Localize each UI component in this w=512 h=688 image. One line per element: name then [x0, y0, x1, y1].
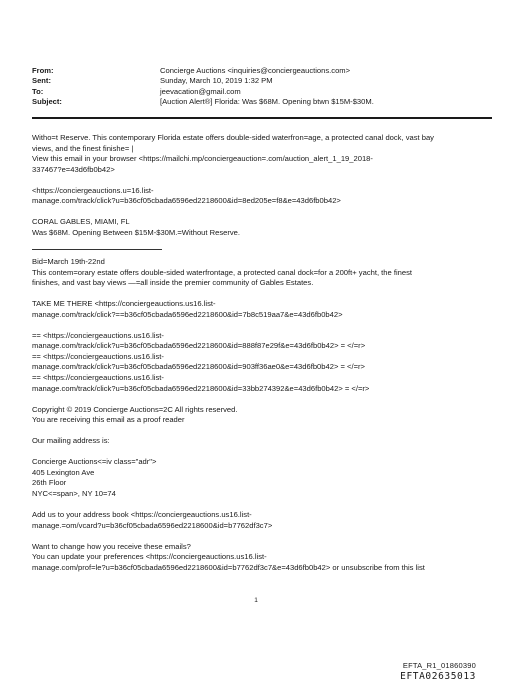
header-row-to	[32, 87, 492, 97]
body-line: manage.com/track/click?u=b36cf05cbada6596ed2218600&id=903ff36ae0&e=43d6fb0b42> = </=r>	[32, 362, 365, 372]
subject-label: Subject:	[32, 97, 62, 107]
body-line: manage.com/track/click?u=b36cf05cbada6596ed2218600&id=33bb274392&e=43d6fb0b42> = </=r>	[32, 383, 370, 393]
header-row-subject	[32, 97, 492, 107]
body-line: Witho=t Reserve. This contemporary Florida estate offers double-sided waterfron=age, a protected canal dock, vast bay	[32, 133, 434, 142]
section-separator	[32, 249, 162, 250]
body-paragraph	[32, 299, 494, 320]
body-paragraph	[32, 133, 494, 175]
body-line: Copyright © 2019 Concierge Auctions=2C All rights reserved.	[32, 404, 238, 414]
body-line: manage.=om/vcard?u=b36cf05cbada6596ed2218600&id=b7762df3c7>	[32, 520, 273, 530]
body-line: manage.com/prof=le?u=b36cf05cbada6596ed2218600&id=b7762df3c7&e=43d6fb0b42> or unsubscribe from this list	[32, 562, 425, 572]
body-line: manage.com/track/click?==b36cf05cbada6596ed2218600&id=7b8c519aa7&e=43d6fb0b42>	[32, 309, 343, 319]
body-paragraph	[32, 457, 494, 499]
body-line: View this email in your browser <https://mailchi.mp/conciergeauction=.com/auction_alert_1_19_2018-	[32, 154, 373, 164]
body-line: Our mailing address is:	[32, 436, 110, 446]
to-value: jeevacation@gmail.com	[160, 86, 241, 96]
body-line: views, and the finest finishe= |	[32, 143, 134, 153]
body-paragraph	[32, 186, 494, 207]
body-line: You are receiving this email as a proof reader	[32, 415, 185, 425]
body-line: Want to change how you receive these emails?	[32, 541, 191, 551]
page-number: 1	[254, 597, 258, 604]
body-line: CORAL GABLES, MIAMI, FL	[32, 217, 130, 227]
body-line: NYC<=span>, NY 10=74	[32, 488, 116, 498]
body-line: Was $68M. Opening Between $15M-$30M.=Without Reserve.	[32, 227, 241, 237]
body-line: Concierge Auctions<=iv class="adr">	[32, 457, 157, 467]
body-line: TAKE ME THERE <https://conciergeauctions.us16.list-	[32, 299, 216, 309]
body-paragraph	[32, 510, 494, 531]
subject-value: [Auction Alert®] Florida: Was $68M. Opening btwn $15M-$30M.	[160, 97, 374, 107]
body-line: Add us to your address book <https://conciergeauctions.us16.list-	[32, 509, 252, 519]
body-line: 26th Floor	[32, 478, 67, 488]
body-paragraph	[32, 436, 494, 447]
header-divider	[32, 117, 492, 119]
document-reference-id: EFTA_R1_01860390	[402, 661, 476, 670]
body-paragraph	[32, 217, 494, 238]
body-paragraph	[32, 542, 494, 574]
to-label: To:	[32, 86, 44, 96]
body-paragraphs-bottom	[32, 257, 494, 573]
body-line: 405 Lexington Ave	[32, 467, 95, 477]
body-paragraph	[32, 257, 494, 289]
sent-value: Sunday, March 10, 2019 1:32 PM	[160, 76, 273, 86]
sent-label: Sent:	[32, 76, 51, 86]
email-body	[32, 133, 494, 584]
body-line: This contem=orary estate offers double-sided waterfrontage, a protected canal dock=for a 200ft+ yacht, the finest	[32, 267, 412, 277]
body-line: == <https://conciergeauctions.us16.list-	[32, 330, 164, 340]
body-line: manage.com/track/click?u=b36cf05cbada6596ed2218600&id=8ed205e=f8&e=43d6fb0b42>	[32, 196, 341, 206]
body-line: manage.com/track/click?u=b36cf05cbada6596ed2218600&id=888f87e29f&e=43d6fb0b42> = </=r>	[32, 341, 366, 351]
body-paragraph	[32, 331, 494, 395]
email-header	[32, 66, 492, 108]
body-line: You can update your preferences <https://conciergeauctions.us16.list-	[32, 552, 267, 562]
body-paragraph	[32, 405, 494, 426]
header-row-sent	[32, 76, 492, 86]
from-label: From:	[32, 66, 54, 75]
document-bates-number: EFTA02635013	[400, 671, 476, 682]
body-paragraphs-top	[32, 133, 494, 239]
body-line: == <https://conciergeauctions.us16.list-	[32, 351, 164, 361]
body-line: finishes, and vast bay views —=all inside the premier community of Gables Estates.	[32, 278, 314, 288]
from-value: Concierge Auctions <inquiries@conciergeauctions.com>	[160, 66, 351, 75]
header-row-from	[32, 66, 492, 76]
body-line: 337467?e=43d6fb0b42>	[32, 164, 115, 174]
body-line: == <https://conciergeauctions.us16.list-	[32, 373, 164, 383]
body-line: Bid=March 19th-22nd	[32, 256, 105, 266]
body-line: <https://conciergeauctions.u=16.list-	[32, 185, 154, 195]
